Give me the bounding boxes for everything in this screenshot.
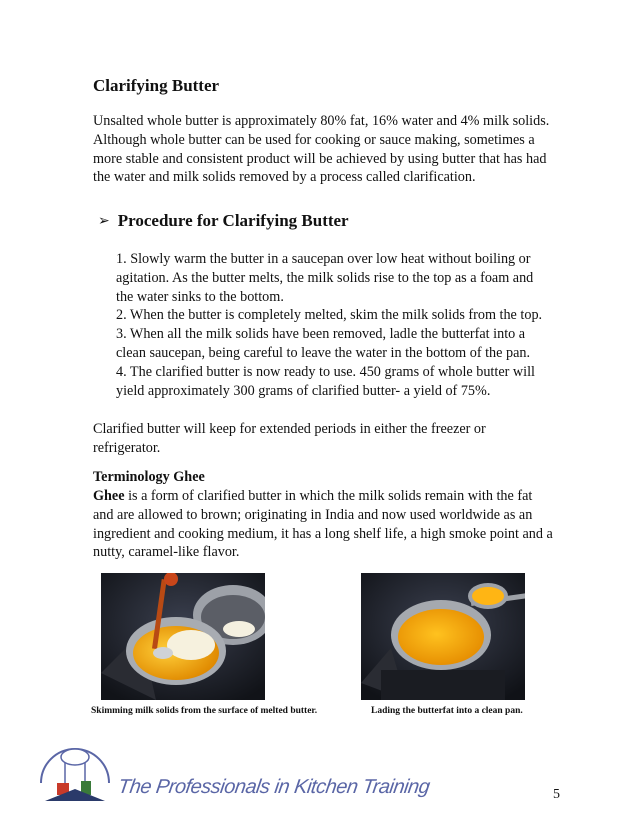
egyptian-chefs-association-logo	[35, 743, 115, 811]
procedure-step: 1. Slowly warm the butter in a saucepan over low heat without boiling or agitation. As the butter melts, the milk solids rise to the top as a foam and the water sinks to the bottom.	[116, 251, 534, 305]
ghee-term: Ghee	[93, 488, 125, 504]
ghee-definition-text: is a form of clarified butter in which the milk solids remain with the fat and are allowed to brown; originating in India and now used worldwide as an ingredient and cooking medium, it has a long shelf life, a high smoke point and a nutty, caramel-like flavor.	[93, 488, 553, 561]
procedure-step: 3. When all the milk solids have been removed, ladle the butterfat into a clean saucepan, being careful to leave the water in the bottom of the pan.	[116, 326, 531, 361]
procedure-step: 4. The clarified butter is now ready to use. 450 grams of whole butter will yield approximately 300 grams of clarified butter- a yield of 75%.	[116, 363, 535, 399]
footer-tagline: The Professionals in Kitchen Training	[116, 776, 431, 798]
procedure-heading	[98, 211, 349, 231]
procedure-steps	[116, 250, 554, 400]
ghee-definition	[93, 487, 553, 562]
ladling-illustration	[361, 573, 525, 700]
procedure-step: 2. When the butter is completely melted, skim the milk solids from the top.	[116, 307, 543, 324]
terminology-heading: Terminology Ghee	[93, 469, 205, 485]
skimming-illustration	[101, 573, 265, 700]
figure-caption: Lading the butterfat into a clean pan.	[371, 706, 523, 716]
page-number: 5	[553, 787, 560, 802]
ladling-photo	[361, 573, 525, 700]
storage-note: Clarified butter will keep for extended periods in either the freezer or refrigerator.	[93, 421, 486, 456]
arrow-bullet-icon: ➢	[98, 213, 110, 229]
skimming-photo	[101, 573, 265, 700]
page-title: Clarifying Butter	[93, 76, 220, 95]
intro-paragraph: Unsalted whole butter is approximately 80% fat, 16% water and 4% milk solids. Although whole butter can be used for cooking or sauce making, sometimes a more stable and consistent product will be achieved by using butter that has had the water and milk solids removed by a process called clarification.	[93, 113, 550, 186]
procedure-title: Procedure for Clarifying Butter	[117, 211, 349, 230]
figure-caption: Skimming milk solids from the surface of melted butter.	[91, 706, 318, 716]
